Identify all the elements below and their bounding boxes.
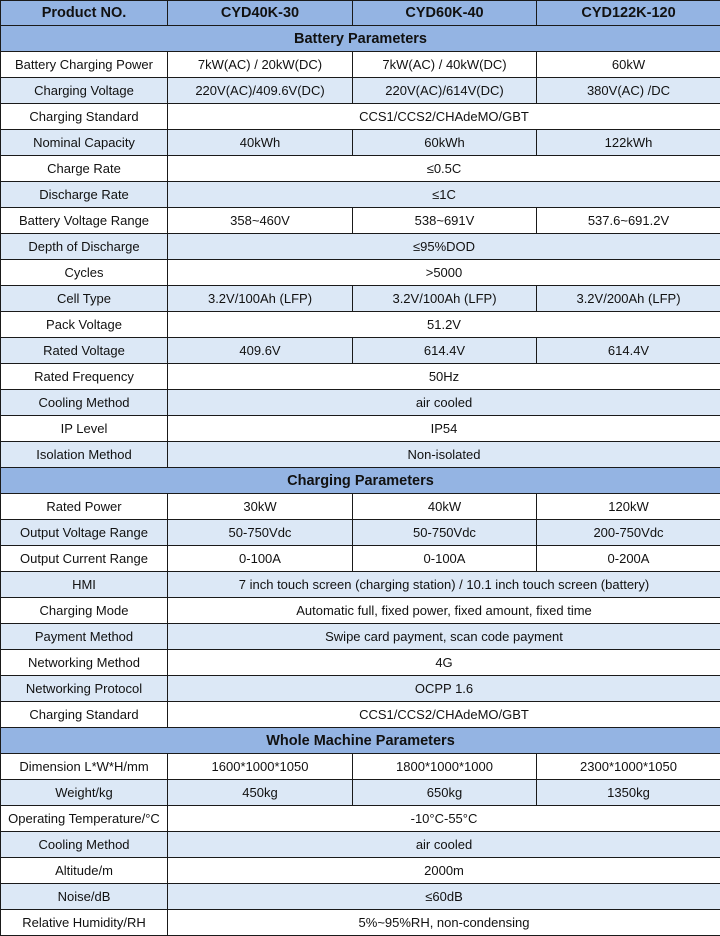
table-row [1, 104, 720, 130]
row-value: 4G [168, 650, 720, 676]
row-label: HMI [1, 572, 168, 598]
row-label: Noise/dB [1, 884, 168, 910]
table-row [1, 832, 720, 858]
row-label: Relative Humidity/RH [1, 910, 168, 936]
row-value: 200-750Vdc [537, 520, 720, 546]
row-value: 358~460V [168, 208, 353, 234]
row-label: Battery Voltage Range [1, 208, 168, 234]
table-row [1, 442, 720, 468]
table-row [1, 494, 720, 520]
row-value: CCS1/CCS2/CHAdeMO/GBT [168, 702, 720, 728]
row-value: 51.2V [168, 312, 720, 338]
section-title: Charging Parameters [1, 468, 720, 494]
table-row [1, 598, 720, 624]
row-label: Charging Standard [1, 104, 168, 130]
row-label: Cycles [1, 260, 168, 286]
header-row [1, 1, 720, 26]
row-value: ≤1C [168, 182, 720, 208]
row-value: 3.2V/100Ah (LFP) [353, 286, 537, 312]
row-value: 2000m [168, 858, 720, 884]
row-value: >5000 [168, 260, 720, 286]
row-value: 30kW [168, 494, 353, 520]
row-label: Cell Type [1, 286, 168, 312]
row-label: Output Current Range [1, 546, 168, 572]
row-value: 50Hz [168, 364, 720, 390]
table-row [1, 208, 720, 234]
row-value: CCS1/CCS2/CHAdeMO/GBT [168, 104, 720, 130]
row-value: 1350kg [537, 780, 720, 806]
row-value: 3.2V/200Ah (LFP) [537, 286, 720, 312]
row-value: 537.6~691.2V [537, 208, 720, 234]
row-value: 650kg [353, 780, 537, 806]
table-row [1, 910, 720, 936]
row-value: 409.6V [168, 338, 353, 364]
row-value: 2300*1000*1050 [537, 754, 720, 780]
row-label: Depth of Discharge [1, 234, 168, 260]
table-row [1, 572, 720, 598]
row-label: Discharge Rate [1, 182, 168, 208]
row-value: Swipe card payment, scan code payment [168, 624, 720, 650]
row-label: Isolation Method [1, 442, 168, 468]
header-cell: CYD122K-120 [537, 1, 720, 26]
row-label: Nominal Capacity [1, 130, 168, 156]
table-row [1, 676, 720, 702]
row-value: Non-isolated [168, 442, 720, 468]
row-label: IP Level [1, 416, 168, 442]
row-value: Automatic full, fixed power, fixed amount, fixed time [168, 598, 720, 624]
row-value: 5%~95%RH, non-condensing [168, 910, 720, 936]
row-value: 50-750Vdc [353, 520, 537, 546]
row-value: 0-100A [168, 546, 353, 572]
row-value: air cooled [168, 832, 720, 858]
table-row [1, 338, 720, 364]
row-label: Rated Power [1, 494, 168, 520]
row-label: Weight/kg [1, 780, 168, 806]
table-row [1, 624, 720, 650]
row-label: Networking Protocol [1, 676, 168, 702]
row-label: Payment Method [1, 624, 168, 650]
row-value: IP54 [168, 416, 720, 442]
table-row [1, 260, 720, 286]
table-row [1, 780, 720, 806]
table-row [1, 546, 720, 572]
row-value: air cooled [168, 390, 720, 416]
table-row [1, 182, 720, 208]
table-row [1, 52, 720, 78]
row-value: 122kWh [537, 130, 720, 156]
table-row [1, 650, 720, 676]
header-cell: CYD40K-30 [168, 1, 353, 26]
row-value: 220V(AC)/409.6V(DC) [168, 78, 353, 104]
header-cell: CYD60K-40 [353, 1, 537, 26]
row-value: 614.4V [353, 338, 537, 364]
row-label: Cooling Method [1, 390, 168, 416]
row-value: 220V(AC)/614V(DC) [353, 78, 537, 104]
row-label: Charging Voltage [1, 78, 168, 104]
section-title: Whole Machine Parameters [1, 728, 720, 754]
row-value: 40kWh [168, 130, 353, 156]
row-value: 0-200A [537, 546, 720, 572]
table-row [1, 806, 720, 832]
row-label: Rated Voltage [1, 338, 168, 364]
table-row [1, 884, 720, 910]
row-label: Rated Frequency [1, 364, 168, 390]
table-row [1, 234, 720, 260]
row-value: 60kWh [353, 130, 537, 156]
row-value: 614.4V [537, 338, 720, 364]
row-label: Cooling Method [1, 832, 168, 858]
section-header-row [1, 728, 720, 754]
row-value: ≤60dB [168, 884, 720, 910]
row-value: 3.2V/100Ah (LFP) [168, 286, 353, 312]
row-value: -10°C-55°C [168, 806, 720, 832]
section-title: Battery Parameters [1, 26, 720, 52]
row-label: Altitude/m [1, 858, 168, 884]
row-value: 40kW [353, 494, 537, 520]
table-row [1, 390, 720, 416]
row-label: Battery Charging Power [1, 52, 168, 78]
header-cell: Product NO. [1, 1, 168, 26]
table-row [1, 130, 720, 156]
table-row [1, 312, 720, 338]
row-label: Charging Standard [1, 702, 168, 728]
table-row [1, 156, 720, 182]
table-row [1, 78, 720, 104]
row-label: Operating Temperature/°C [1, 806, 168, 832]
table-row [1, 416, 720, 442]
row-value: 60kW [537, 52, 720, 78]
table-row [1, 858, 720, 884]
row-value: 450kg [168, 780, 353, 806]
row-value: 1600*1000*1050 [168, 754, 353, 780]
row-label: Output Voltage Range [1, 520, 168, 546]
row-value: 1800*1000*1000 [353, 754, 537, 780]
row-value: OCPP 1.6 [168, 676, 720, 702]
section-header-row [1, 26, 720, 52]
row-value: 7kW(AC) / 20kW(DC) [168, 52, 353, 78]
row-value: 50-750Vdc [168, 520, 353, 546]
row-value: 7 inch touch screen (charging station) / 10.1 inch touch screen (battery) [168, 572, 720, 598]
row-label: Pack Voltage [1, 312, 168, 338]
row-value: 0-100A [353, 546, 537, 572]
row-value: ≤0.5C [168, 156, 720, 182]
row-value: 538~691V [353, 208, 537, 234]
row-label: Networking Method [1, 650, 168, 676]
table-row [1, 364, 720, 390]
table-row [1, 286, 720, 312]
table-row [1, 702, 720, 728]
section-header-row [1, 468, 720, 494]
row-label: Dimension L*W*H/mm [1, 754, 168, 780]
row-value: 380V(AC) /DC [537, 78, 720, 104]
row-label: Charge Rate [1, 156, 168, 182]
table-row [1, 754, 720, 780]
row-value: 7kW(AC) / 40kW(DC) [353, 52, 537, 78]
row-label: Charging Mode [1, 598, 168, 624]
row-value: 120kW [537, 494, 720, 520]
row-value: ≤95%DOD [168, 234, 720, 260]
table-row [1, 520, 720, 546]
